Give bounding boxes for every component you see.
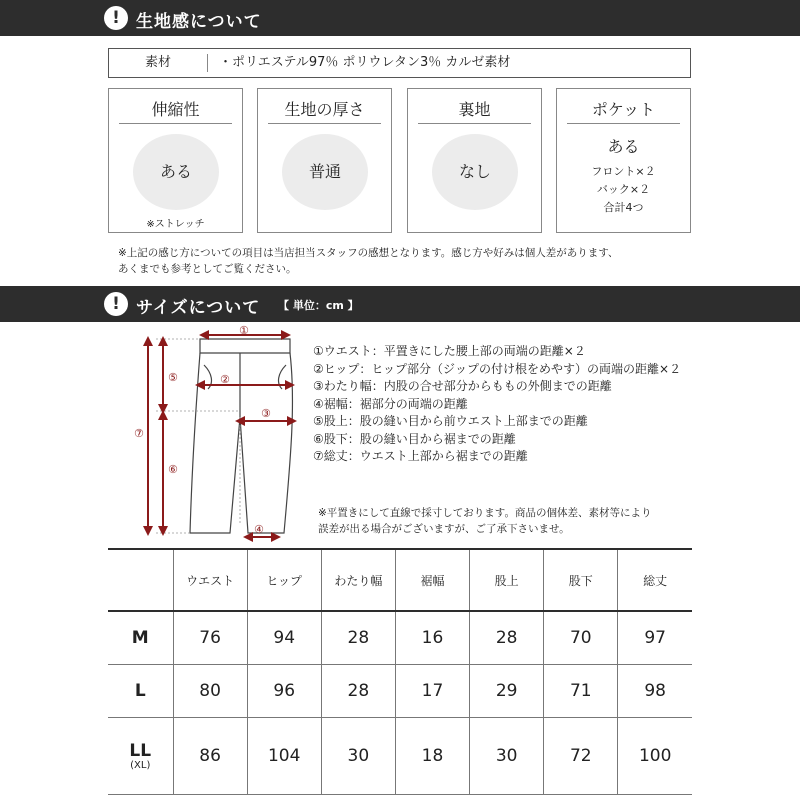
card-divider	[119, 123, 232, 124]
legend-item: ⑤股上：股の縫い目から前ウエスト上部までの距離	[313, 414, 588, 428]
card-value: 普通	[282, 134, 368, 210]
table-header-row	[108, 549, 692, 611]
card-title: ポケット	[591, 100, 656, 119]
table-cell: 96	[247, 665, 321, 717]
measurement-note	[318, 505, 698, 537]
table-header-cell: ウエスト	[173, 549, 247, 611]
mark-rise: ⑤	[168, 371, 178, 384]
legend-item: ⑥股下：股の縫い目から裾までの距離	[313, 431, 516, 446]
table-cell: 72	[544, 717, 618, 794]
fabric-section-banner	[0, 0, 800, 36]
size-table	[108, 548, 692, 795]
exclamation-icon: !	[104, 292, 128, 316]
size-section-title: サイズについて	[136, 298, 261, 318]
legend-item: ②ヒップ：ヒップ部分（ジップの付け根をめやす）の両端の距離×２	[313, 361, 682, 376]
table-cell: 97	[618, 611, 692, 665]
card-divider	[418, 123, 531, 124]
table-header-cell: 股上	[470, 549, 544, 611]
lining-card	[407, 88, 542, 233]
table-cell: 28	[321, 665, 395, 717]
disclaimer-line: あくまでも参考としてご覧ください。	[118, 263, 297, 275]
card-value: なし	[432, 134, 518, 210]
size-section-banner	[0, 286, 800, 322]
table-cell: 76	[173, 611, 247, 665]
table-cell: 30	[321, 717, 395, 794]
table-cell: 71	[544, 665, 618, 717]
legend-item: ①ウエスト：平置きにした腰上部の両端の距離×２	[313, 344, 586, 358]
pocket-value: ある	[607, 137, 640, 156]
fabric-disclaimer	[118, 245, 708, 277]
table-header-cell: 股下	[544, 549, 618, 611]
material-label: 素材	[144, 55, 171, 70]
mark-length: ⑦	[134, 427, 144, 440]
table-cell: 18	[395, 717, 469, 794]
table-row	[108, 665, 692, 717]
table-cell: 98	[618, 665, 692, 717]
table-cell: 17	[395, 665, 469, 717]
size-label: LL (XL)	[108, 717, 173, 794]
pants-outline	[190, 339, 292, 533]
size-label: M	[108, 611, 173, 665]
size-sublabel: (XL)	[130, 759, 151, 771]
unit-label: 【 単位：cm 】	[278, 299, 359, 312]
card-title: 生地の厚さ	[284, 100, 365, 119]
table-cell: 70	[544, 611, 618, 665]
table-row	[108, 611, 692, 665]
table-header-cell: 総丈	[618, 549, 692, 611]
pocket-back: バック×２	[596, 183, 651, 196]
card-divider	[268, 123, 381, 124]
mark-waist: ①	[239, 325, 249, 337]
pocket-total: 合計4つ	[603, 201, 644, 214]
table-cell: 94	[247, 611, 321, 665]
pocket-card	[556, 88, 691, 233]
pocket-front: フロント×２	[591, 165, 656, 178]
mark-hip: ②	[220, 373, 230, 386]
measurement-legend	[313, 343, 681, 466]
material-value: ・ポリエステル97％ ポリウレタン3％ カルゼ素材	[219, 55, 511, 70]
table-header-cell: ヒップ	[247, 549, 321, 611]
pants-measurement-diagram	[108, 325, 308, 545]
table-cell: 30	[470, 717, 544, 794]
size-label: L	[108, 665, 173, 717]
legend-item: ③わたり幅：内股の合せ部分からももの外側までの距離	[313, 379, 612, 393]
mark-thigh: ③	[261, 407, 271, 420]
table-cell: 28	[321, 611, 395, 665]
table-cell: 29	[470, 665, 544, 717]
stretch-card	[108, 88, 243, 233]
table-cell: 16	[395, 611, 469, 665]
table-row	[108, 717, 692, 794]
mark-inseam: ⑥	[168, 463, 178, 476]
mark-hem: ④	[254, 523, 264, 536]
card-title: 伸縮性	[151, 100, 200, 119]
fabric-section-title: 生地感について	[136, 12, 262, 32]
table-cell: 28	[470, 611, 544, 665]
table-header-cell	[108, 549, 173, 611]
table-cell: 86	[173, 717, 247, 794]
disclaimer-line: ※上記の感じ方についての項目は当店担当スタッフの感想となります。感じ方や好みは個人差があります、	[118, 247, 619, 259]
table-header-cell: 裾幅	[395, 549, 469, 611]
legend-item: ⑦総丈：ウエスト上部から裾までの距離	[313, 449, 528, 463]
table-cell: 104	[247, 717, 321, 794]
table-cell: 100	[618, 717, 692, 794]
note-line: ※平置きにして直線で採寸しております。商品の個体差、素材等により	[318, 507, 652, 519]
material-row	[108, 48, 691, 78]
table-cell: 80	[173, 665, 247, 717]
guide-lines	[156, 339, 240, 533]
note-line: 誤差が出る場合がございますが、ご了承下さいませ。	[318, 523, 570, 535]
exclamation-icon: !	[104, 6, 128, 30]
measure-lines	[148, 335, 292, 537]
card-divider	[567, 123, 680, 124]
thickness-card	[257, 88, 392, 233]
table-header-cell: わたり幅	[321, 549, 395, 611]
legend-item: ④裾幅：裾部分の両端の距離	[313, 396, 468, 411]
card-note: ※ストレッチ	[146, 219, 205, 230]
material-divider	[207, 54, 208, 72]
card-title: 裏地	[458, 100, 491, 119]
card-value: ある	[133, 134, 219, 210]
